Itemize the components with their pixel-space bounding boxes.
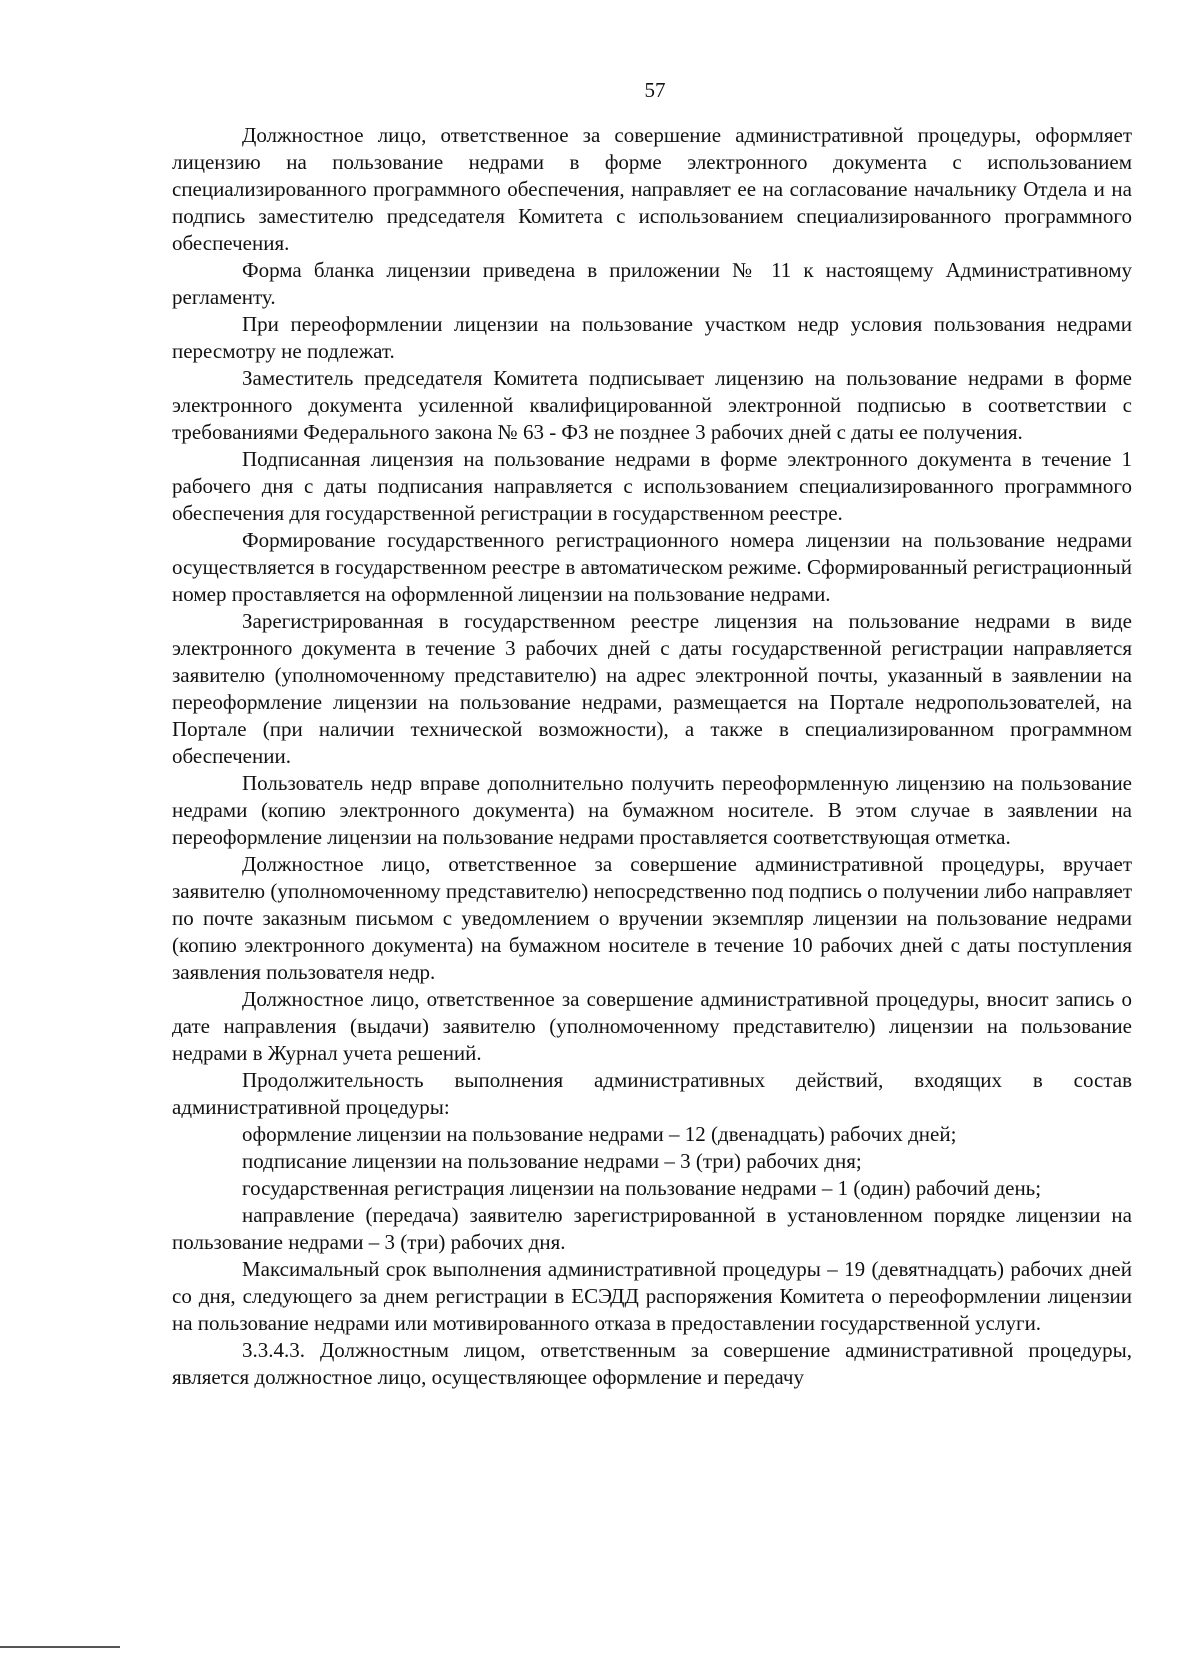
paragraph: Продолжительность выполнения административных действий, входящих в состав административной процедуры:: [172, 1068, 1132, 1119]
paragraph: Максимальный срок выполнения административной процедуры – 19 (девятнадцать) рабочих дней со дня, следующего за днем регистрации в ЕСЭДД распоряжения Комитета о переоформлении лицензии на пользование недрами или мотивированного отказа в предоставлении государственной услуги.: [172, 1257, 1132, 1335]
paragraph: Подписанная лицензия на пользование недрами в форме электронного документа в течение 1 рабочего дня с даты подписания направляется с использованием специализированного программного обеспечения для государственной регистрации в государственном реестре.: [172, 447, 1132, 525]
paragraph: Должностное лицо, ответственное за совершение административной процедуры, оформляет лицензию на пользование недрами в форме электронного документа с использованием специализированного программного обеспечения, направляет ее на согласование начальнику Отдела и на подпись заместителю председателя Комитета с использованием специализированного программного обеспечения.: [172, 123, 1132, 255]
list-item: государственная регистрация лицензии на пользование недрами – 1 (один) рабочий день;: [242, 1176, 1042, 1200]
paragraph: Зарегистрированная в государственном реестре лицензия на пользование недрами в виде электронного документа в течение 3 рабочих дней с даты государственной регистрации направляется заявителю (уполномоченному представителю) на адрес электронной почты, указанный в заявлении на переоформление лицензии на пользование недрами, размещается на Портале недропользователей, на Портале (при наличии технической возможности), а также в специализированном программном обеспечении.: [172, 609, 1132, 768]
list-item: оформление лицензии на пользование недрами – 12 (двенадцать) рабочих дней;: [242, 1122, 957, 1146]
list-item: подписание лицензии на пользование недрами – 3 (три) рабочих дня;: [242, 1149, 862, 1173]
page-number: 57: [644, 78, 666, 102]
document-body: [172, 122, 1132, 1391]
paragraph: Заместитель председателя Комитета подписывает лицензию на пользование недрами в форме электронного документа усиленной квалифицированной электронной подписью в соответствии с требованиями Федерального закона № 63 - ФЗ не позднее 3 рабочих дней с даты ее получения.: [172, 366, 1132, 444]
scan-edge-line: [0, 1646, 120, 1648]
paragraph: Должностное лицо, ответственное за совершение административной процедуры, вносит запись о дате направления (выдачи) заявителю (уполномоченному представителю) лицензии на пользование недрами в Журнал учета решений.: [172, 987, 1132, 1065]
list-item: направление (передача) заявителю зарегистрированной в установленном порядке лицензии на пользование недрами – 3 (три) рабочих дня.: [172, 1203, 1132, 1254]
paragraph: Форма бланка лицензии приведена в приложении № 11 к настоящему Административному регламенту.: [172, 258, 1132, 309]
paragraph: Пользователь недр вправе дополнительно получить переоформленную лицензию на пользование недрами (копию электронного документа) на бумажном носителе. В этом случае в заявлении на переоформление лицензии на пользование недрами проставляется соответствующая отметка.: [172, 771, 1132, 849]
paragraph: Должностное лицо, ответственное за совершение административной процедуры, вручает заявителю (уполномоченному представителю) непосредственно под подпись о получении либо направляет по почте заказным письмом с уведомлением о вручении экземпляр лицензии на пользование недрами (копию электронного документа) на бумажном носителе в течение 10 рабочих дней с даты поступления заявления пользователя недр.: [172, 852, 1132, 984]
paragraph: 3.3.4.3. Должностным лицом, ответственным за совершение административной процедуры, является должностное лицо, осуществляющее оформление и передачу: [172, 1338, 1132, 1389]
paragraph: При переоформлении лицензии на пользование участком недр условия пользования недрами пересмотру не подлежат.: [172, 312, 1132, 363]
paragraph: Формирование государственного регистрационного номера лицензии на пользование недрами осуществляется в государственном реестре в автоматическом режиме. Сформированный регистрационный номер проставляется на оформленной лицензии на пользование недрами.: [172, 528, 1132, 606]
